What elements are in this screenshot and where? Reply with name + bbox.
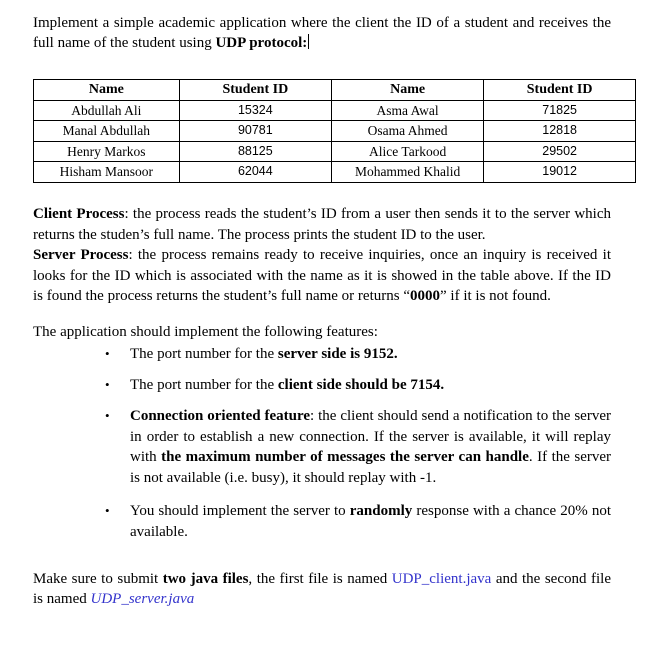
student-name: Alice Tarkood [331, 141, 483, 162]
process-section [33, 204, 611, 307]
closing-text: and the second file is named [33, 571, 612, 607]
student-id: 90781 [179, 121, 331, 142]
client-process-paragraph [33, 204, 611, 245]
student-id: 12818 [484, 121, 636, 142]
feature-emphasis: randomly [349, 503, 413, 519]
server-process-label: Server Process [33, 247, 129, 263]
student-name: Asma Awal [331, 100, 483, 121]
list-item [33, 344, 611, 365]
list-item [33, 501, 611, 542]
student-table [33, 79, 636, 183]
text-cursor [308, 34, 309, 49]
feature-period: . [440, 376, 445, 393]
closing-text: Make sure to submit [33, 571, 163, 587]
feature-text: You should implement the server to [130, 503, 350, 519]
student-id: 62044 [179, 162, 331, 183]
table-row [34, 100, 636, 121]
table-row [34, 162, 636, 183]
student-id: 19012 [484, 162, 636, 183]
bullet-icon: • [105, 408, 110, 423]
student-name: Manal Abdullah [34, 121, 180, 142]
student-id: 88125 [179, 141, 331, 162]
features-list [33, 344, 611, 542]
intro-colon: : [302, 35, 308, 51]
student-id: 29502 [484, 141, 636, 162]
student-id: 15324 [179, 100, 331, 121]
table-row [34, 121, 636, 142]
server-process-text: : the process remains ready to receive inquiries, once an inquiry is received it looks for the ID which is associated with the name as it is showed in the table above. If the ID is found the process returns the student’s full name or returns “ [33, 247, 611, 304]
bullet-icon: • [105, 503, 110, 518]
student-name: Abdullah Ali [34, 100, 180, 121]
feature-text: The port number for the [130, 346, 278, 362]
closing-text: , the first file is named [248, 571, 392, 587]
student-id: 71825 [484, 100, 636, 121]
feature-text: The port number for the [130, 376, 278, 393]
closing-emphasis: two java files [162, 571, 249, 587]
table-row [34, 141, 636, 162]
intro-text: Implement a simple academic application where the client the ID of a student and receives the full name of the student using [33, 15, 611, 51]
client-file-name: UDP_client.java [391, 571, 492, 587]
feature-emphasis: the maximum number of messages the server can handle [161, 449, 529, 465]
table-header-row [34, 80, 636, 101]
feature-text: . If the server is not available (i.e. busy), it should replay with -1. [130, 449, 612, 486]
header-name-2: Name [331, 80, 483, 101]
student-name: Osama Ahmed [331, 121, 483, 142]
intro-paragraph [33, 13, 611, 53]
feature-emphasis: server side is 9152 [277, 346, 394, 362]
bullet-icon: • [105, 346, 110, 361]
features-lead: The application should implement the following features: [33, 324, 378, 340]
feature-text: response with a chance 20% not available. [130, 503, 611, 540]
client-process-text: : the process reads the student’s ID from a user then sends it to the server which returns the studen’s full name. The process prints the student ID to the user. [33, 206, 611, 243]
student-name: Henry Markos [34, 141, 180, 162]
header-id-2: Student ID [484, 80, 636, 101]
header-id-1: Student ID [179, 80, 331, 101]
feature-text: : the client should send a notification to the server in order to establish a new connection. If the server is available, it will replay with [130, 408, 611, 465]
student-name: Mohammed Khalid [331, 162, 483, 183]
client-process-label: Client Process [33, 206, 125, 222]
intro-protocol: UDP protocol [215, 35, 303, 51]
student-name: Hisham Mansoor [34, 162, 180, 183]
list-item [33, 375, 611, 396]
header-name-1: Name [34, 80, 180, 101]
server-process-text-end: ” if it is not found. [440, 288, 551, 304]
feature-emphasis: Connection oriented feature [130, 408, 311, 424]
feature-period: . [393, 346, 398, 362]
server-process-paragraph [33, 245, 611, 307]
not-found-code: 0000 [410, 288, 440, 304]
list-item [33, 406, 611, 488]
bullet-icon: • [105, 376, 110, 392]
feature-emphasis: client side should be 7154 [277, 376, 441, 393]
closing-paragraph [33, 569, 611, 609]
server-file-name: UDP_server.java [90, 591, 195, 607]
